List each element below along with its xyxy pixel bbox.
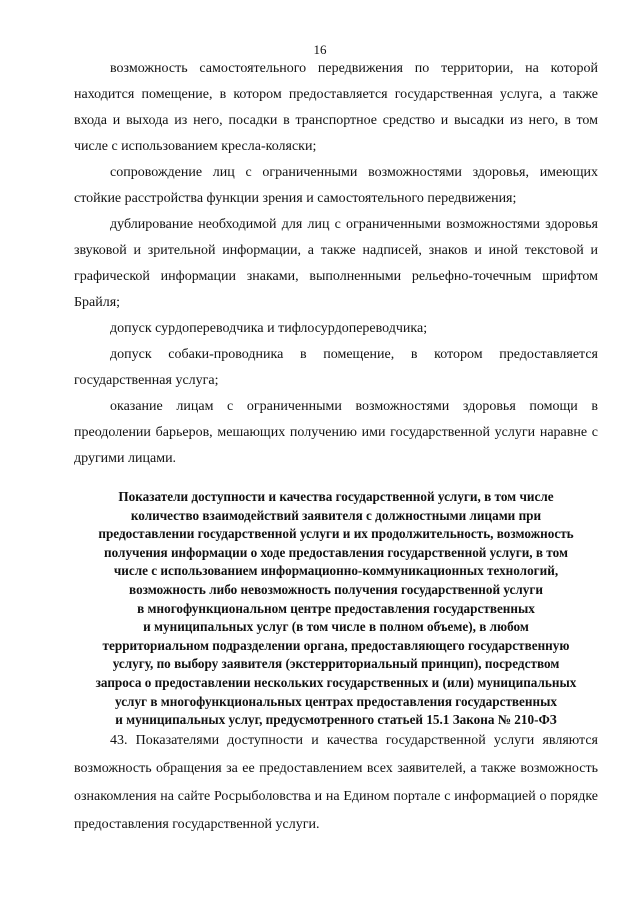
heading-line: возможность либо невозможность получения государственной услуги [129, 581, 543, 597]
paragraph-movement: возможность самостоятельного передвижения по территории, на которой находится помещение, в котором предоставляется государственная услуга, а также входа и выхода из него, посадки в транспортное средство и высадки из него, в том числе с использованием кресла-коляски; [74, 61, 598, 154]
heading-line: получения информации о ходе предоставления государственной услуги, в том [104, 544, 568, 560]
heading-line: и муниципальных услуг (в том числе в полном объеме), в любом [143, 619, 529, 635]
heading-line: числе с использованием информационно-коммуникационных технологий, [113, 563, 559, 579]
heading-line: предоставлении государственной услуги и их продолжительность, возможность [98, 526, 574, 542]
accessibility-measures-list [74, 56, 598, 472]
paragraph-guide-dog: допуск собаки-проводника в помещение, в котором предоставляется государственная услуга; [74, 347, 598, 388]
paragraph-43: 43. Показателями доступности и качества государственной услуги являются возможность обращения за ее предоставлением всех заявителей, а также возможность ознакомления на сайте Росрыболовства и на Едином портале с информацией о порядке предоставления государственной услуги. [74, 733, 598, 832]
paragraph-duplication: дублирование необходимой для лиц с ограниченными возможностями здоровья звуковой и зрительной информации, а также надписей, знаков и иной текстовой и графической информации знаками, выполненными рельефно-точечным шрифтом Брайля; [74, 217, 598, 310]
heading-line: запроса о предоставлении нескольких государственных и (или) муниципальных [95, 674, 577, 690]
heading-line: количество взаимодействий заявителя с должностными лицами при [130, 507, 542, 523]
paragraph-escort: сопровождение лиц с ограниченными возможностями здоровья, имеющих стойкие расстройства функции зрения и самостоятельного передвижения; [74, 165, 598, 206]
paragraph-interpreter: допуск сурдопереводчика и тифлосурдопереводчика; [110, 321, 428, 336]
heading-line: территориальном подразделении органа, предоставляющего государственную [102, 637, 570, 653]
paragraph-assistance: оказание лицам с ограниченными возможностями здоровья помощи в преодолении барьеров, мешающих получению ими государственной услуги наравне с другими лицами. [74, 399, 598, 466]
section-heading [74, 488, 598, 730]
heading-line: и муниципальных услуг, предусмотренного статьей 15.1 Закона № 210-ФЗ [115, 712, 557, 728]
section-43 [74, 727, 598, 839]
heading-line: услуг в многофункциональных центрах предоставления государственных [115, 693, 557, 709]
heading-line: Показатели доступности и качества государственной услуги, в том числе [118, 489, 554, 504]
heading-line: услугу, по выбору заявителя (экстерриториальный принцип), посредством [112, 656, 560, 672]
page-number: 16 [313, 42, 327, 57]
heading-line: в многофункциональном центре предоставления государственных [137, 600, 535, 616]
